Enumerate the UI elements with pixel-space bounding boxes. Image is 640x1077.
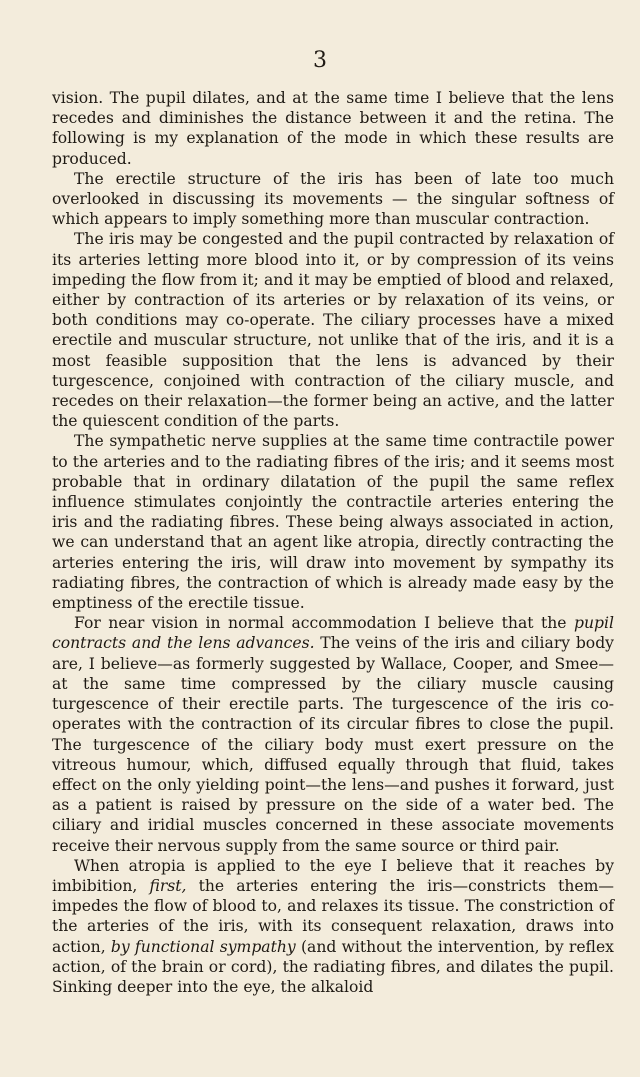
paragraph-6	[52, 856, 614, 997]
paragraph-text: (and without the intervention, by reflex action, of the brain or cord), the radiating fibres, and dilates the pupil. Sinking deeper into the eye, the alkaloid	[52, 937, 614, 996]
paragraph-2	[52, 169, 614, 230]
paragraph-3	[52, 229, 614, 431]
paragraph-text: The erectile structure of the iris has been of late too much overlooked in discussing its movements — the singular softness of which appears to imply something more than muscular contraction.	[52, 169, 614, 229]
paragraph-text: For near vision in normal accommodation I believe that the	[74, 614, 575, 633]
paragraph-4	[52, 431, 614, 613]
italic-phrase: by functional sympathy	[110, 937, 296, 956]
paragraph-1	[52, 88, 614, 169]
paragraph-text: When atropia is applied to the eye I believe that it reaches by imbibition,	[52, 856, 614, 895]
body-text	[52, 88, 614, 997]
italic-phrase: pupil contracts and the lens advances.	[52, 614, 614, 653]
paragraph-text: the arteries entering the iris—constricts them—impedes the flow of blood to, and relaxes its tissue. The constriction of the arteries of the iris, with its consequent relaxation, draws into action,	[52, 876, 615, 956]
paragraph-text: The iris may be congested and the pupil contracted by relaxation of its arteries letting more blood into it, or by compression of its veins impeding the flow from it; and it may be emptied of blood and relaxed, either by contraction of its arteries or by relaxation of its veins, or both conditions may co-operate. The ciliary processes have a mixed erectile and muscular structure, not unlike that of the iris, and it is a most feasible supposition that the lens is advanced by their turgescence, conjoined with contraction of the ciliary muscle, and recedes on their relaxation—the former being an active, and the latter the quiescent condition of the parts.	[52, 230, 614, 431]
page-number: 3	[313, 48, 327, 73]
paragraph-text: vision. The pupil dilates, and at the same time I believe that the lens recedes and diminishes the distance between it and the retina. The following is my explanation of the mode in which these results are produced.	[52, 89, 614, 168]
italic-phrase: first,	[149, 876, 187, 895]
paragraph-text: The veins of the iris and ciliary body are, I believe—as formerly suggested by Wallace, Cooper, and Smee—at the same time compressed by the ciliary muscle causing turgescence of their erectile parts. The turgescence of the iris co-operates with the contraction of its circular fibres to close the pupil. The turgescence of the ciliary body must exert pressure on the vitreous humour, which, diffused equally through that fluid, takes effect on the only yielding point—the lens—and pushes it forward, just as a patient is raised by pressure on the side of a water bed. The ciliary and iridial muscles concerned in these associate movements receive their nervous supply from the same source or third pair.	[52, 634, 614, 855]
paragraph-text: The sympathetic nerve supplies at the same time contractile power to the arteries and to the radiating fibres of the iris; and it seems most probable that in ordinary dilatation of the pupil the same reflex influence stimulates conjointly the contractile arteries entering the iris and the radiating fibres. These being always associated in action, we can understand that an agent like atropia, directly contracting the arteries entering the iris, will draw into movement by sympathy its radiating fibres, the contraction of which is already made easy by the emptiness of the erectile tissue.	[52, 432, 614, 613]
paragraph-5	[52, 613, 614, 855]
